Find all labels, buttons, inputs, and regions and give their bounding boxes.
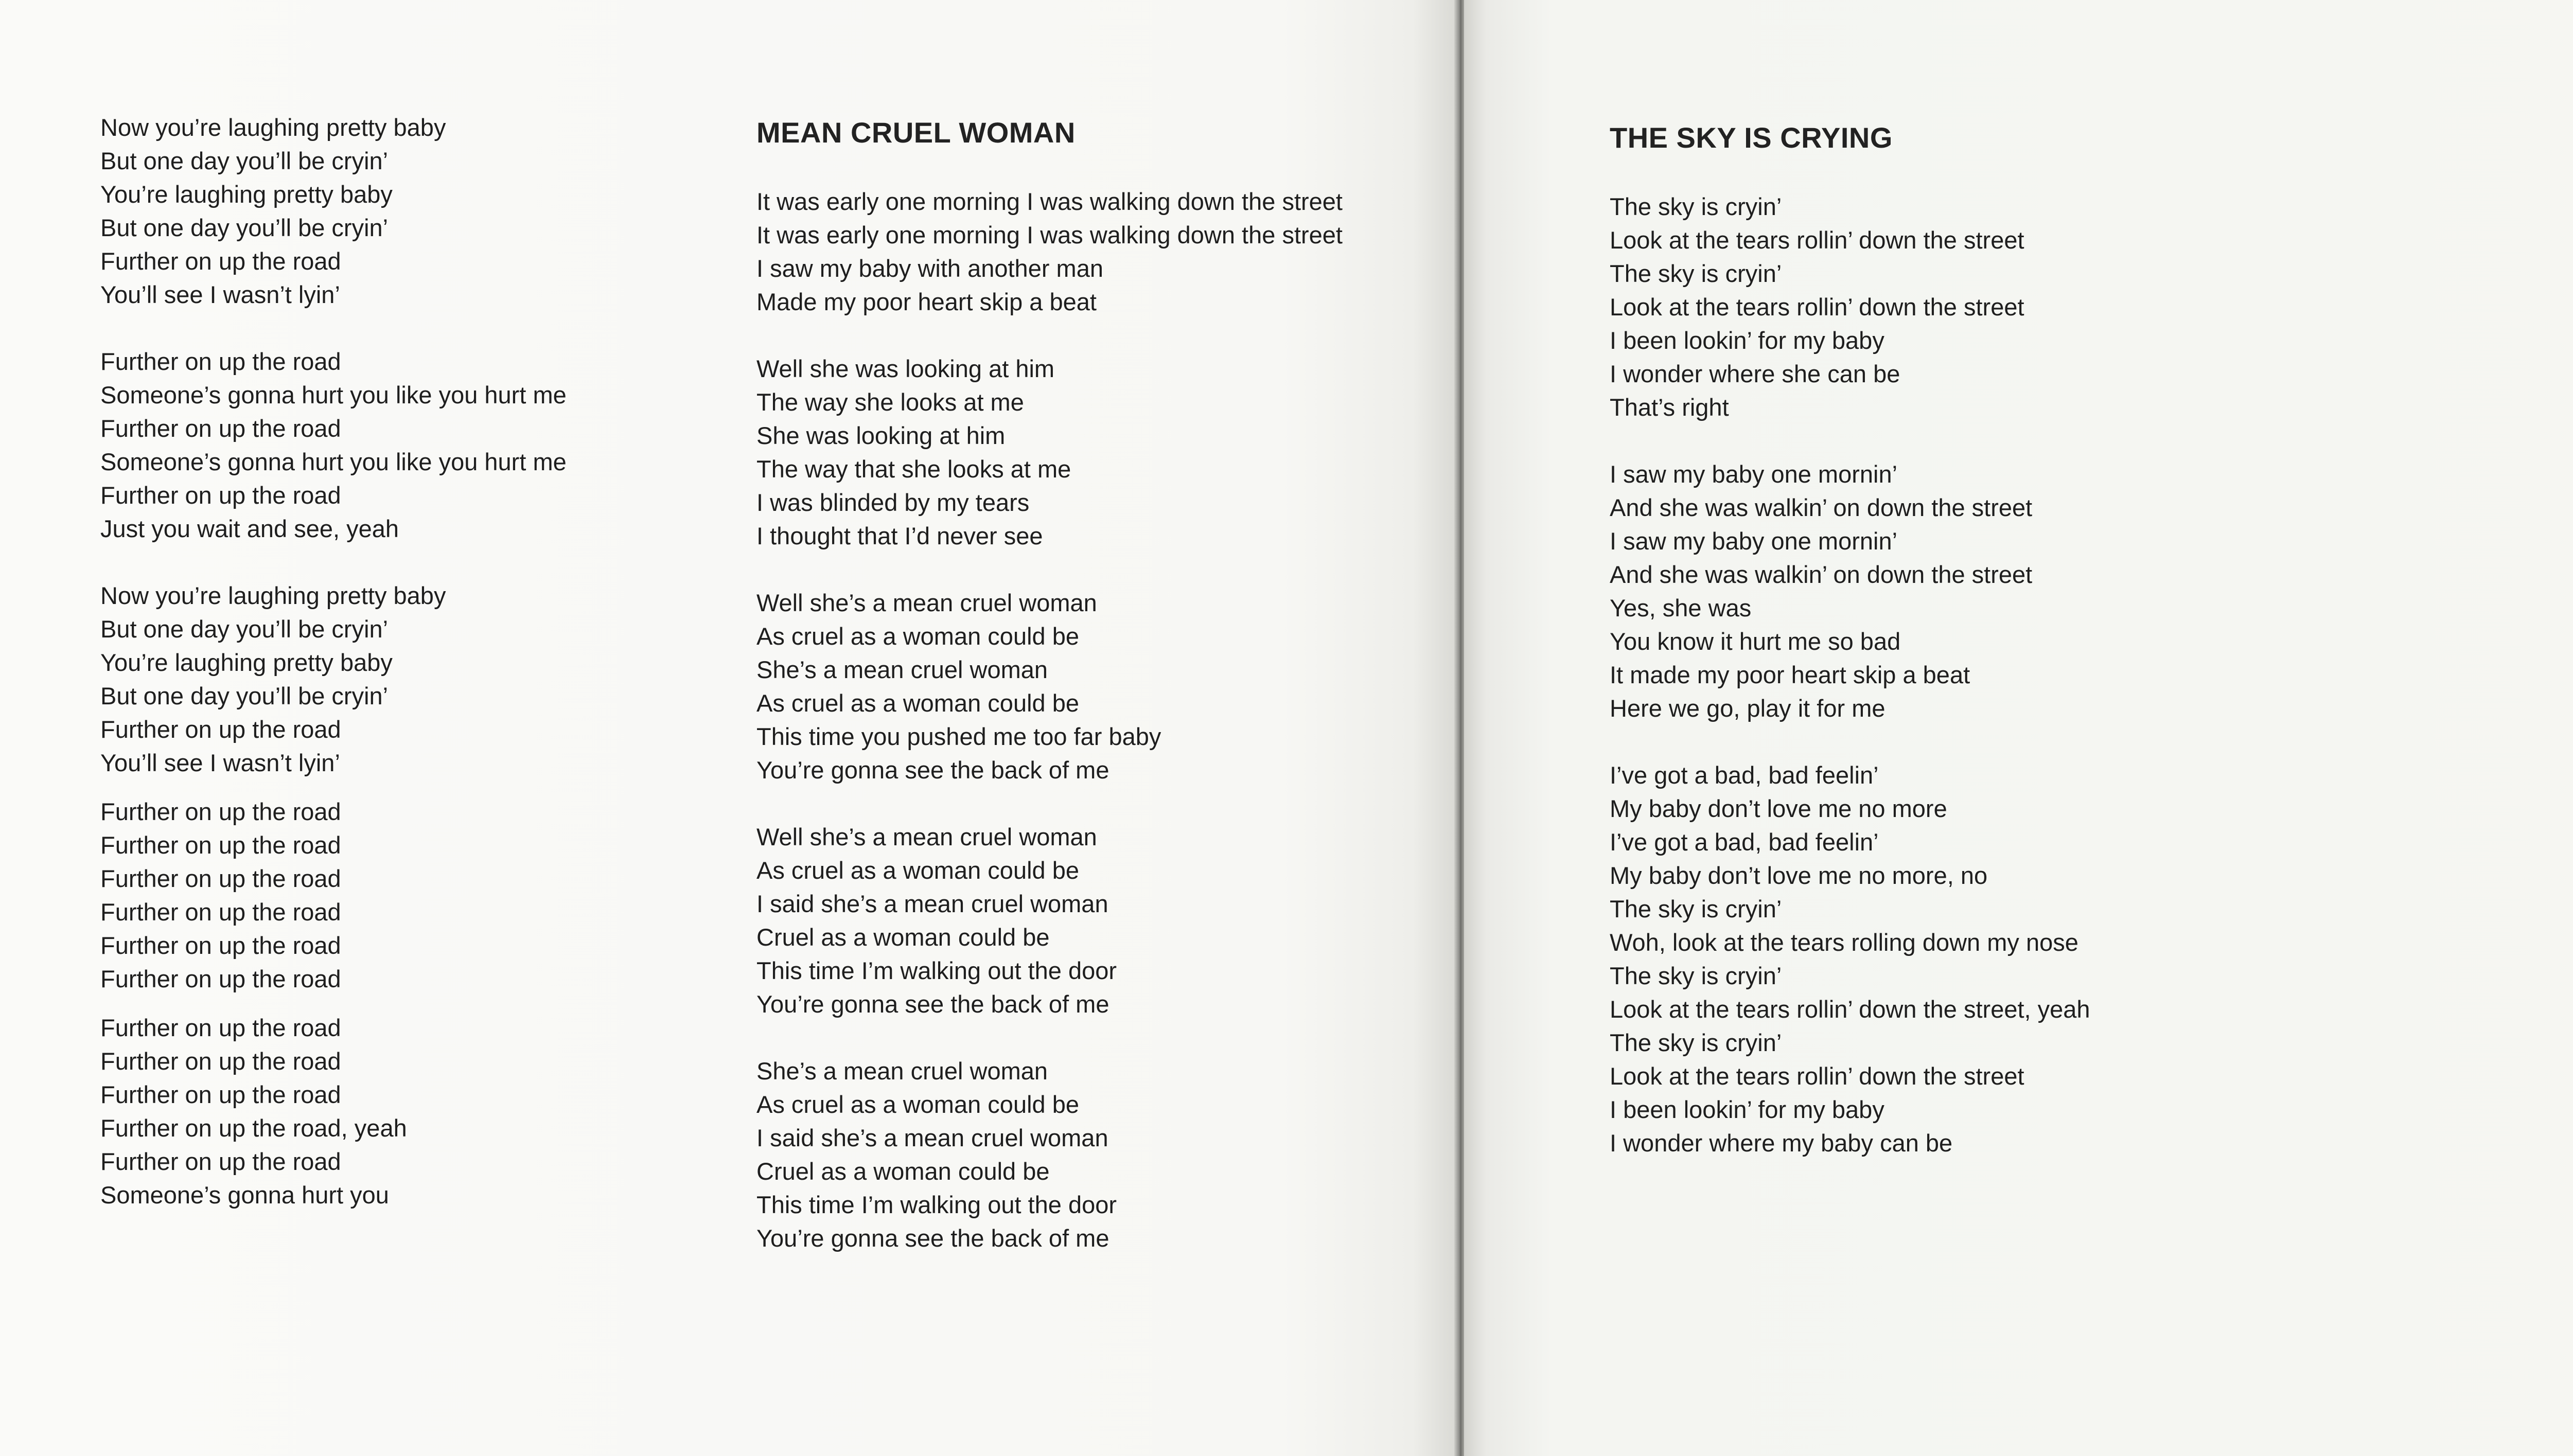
lyric-line: The sky is cryin’ bbox=[1610, 193, 1782, 220]
lyric-line: Look at the tears rollin’ down the street bbox=[1610, 293, 2024, 321]
lyric-line: Further on up the road bbox=[100, 965, 341, 992]
lyric-line: But one day you’ll be cryin’ bbox=[100, 615, 389, 643]
lyric-line: And she was walkin’ on down the street bbox=[1610, 561, 2033, 588]
lyric-line: It was early one morning I was walking down the street bbox=[756, 221, 1343, 248]
stanza bbox=[756, 1054, 1343, 1255]
lyric-line: You’re gonna see the back of me bbox=[756, 756, 1109, 784]
lyric-line: As cruel as a woman could be bbox=[756, 623, 1079, 650]
lyric-line: Further on up the road bbox=[100, 1014, 341, 1041]
lyric-line: Made my poor heart skip a beat bbox=[756, 288, 1097, 315]
lyric-line: Well she was looking at him bbox=[756, 355, 1055, 382]
lyric-line: You know it hurt me so bad bbox=[1610, 628, 1901, 655]
lyric-line: Someone’s gonna hurt you like you hurt me bbox=[100, 381, 567, 409]
lyric-line: The way that she looks at me bbox=[756, 455, 1071, 483]
lyric-line: This time I’m walking out the door bbox=[756, 957, 1117, 984]
lyric-line: Now you’re laughing pretty baby bbox=[100, 582, 446, 609]
lyric-line: The sky is cryin’ bbox=[1610, 1029, 1782, 1056]
lyric-line: Further on up the road bbox=[100, 415, 341, 442]
lyric-line: You’re gonna see the back of me bbox=[756, 990, 1109, 1018]
lyrics-column-the-sky-is-crying bbox=[1610, 119, 2090, 1193]
stanza bbox=[100, 345, 567, 545]
lyric-line: Further on up the road bbox=[100, 1047, 341, 1075]
lyric-line: You’ll see I wasn’t lyin’ bbox=[100, 281, 340, 308]
lyric-line: I saw my baby one mornin’ bbox=[1610, 527, 1898, 555]
lyric-line: That’s right bbox=[1610, 394, 1729, 421]
lyric-line: I saw my baby with another man bbox=[756, 255, 1103, 282]
lyric-line: I thought that I’d never see bbox=[756, 522, 1043, 549]
lyrics-column-further-on-up-the-road bbox=[100, 111, 567, 1245]
lyric-line: Further on up the road bbox=[100, 898, 341, 926]
song-title: MEAN CRUEL WOMAN bbox=[756, 116, 1076, 149]
lyric-line: I been lookin’ for my baby bbox=[1610, 327, 1884, 354]
lyric-line: The sky is cryin’ bbox=[1610, 260, 1782, 287]
stanza bbox=[100, 1011, 567, 1212]
lyric-line: But one day you’ll be cryin’ bbox=[100, 682, 389, 709]
lyric-line: Further on up the road bbox=[100, 247, 341, 275]
lyric-line: You’ll see I wasn’t lyin’ bbox=[100, 749, 340, 776]
lyric-line: The way she looks at me bbox=[756, 388, 1024, 416]
lyric-line: This time I’m walking out the door bbox=[756, 1191, 1117, 1218]
stanza bbox=[100, 111, 567, 311]
lyric-line: Look at the tears rollin’ down the street, yeah bbox=[1610, 996, 2090, 1023]
lyric-line: Just you wait and see, yeah bbox=[100, 515, 399, 542]
stanza bbox=[756, 586, 1343, 787]
lyric-line: Further on up the road bbox=[100, 348, 341, 375]
lyric-line: I said she’s a mean cruel woman bbox=[756, 890, 1108, 917]
lyric-line: It was early one morning I was walking down the street bbox=[756, 188, 1343, 215]
lyric-line: You’re laughing pretty baby bbox=[100, 649, 393, 676]
lyric-line: Further on up the road bbox=[100, 865, 341, 892]
lyric-line: Someone’s gonna hurt you bbox=[100, 1181, 389, 1209]
lyric-line: Look at the tears rollin’ down the street bbox=[1610, 226, 2024, 254]
lyric-line: Well she’s a mean cruel woman bbox=[756, 589, 1097, 616]
lyric-line: Here we go, play it for me bbox=[1610, 695, 1885, 722]
lyric-line: Cruel as a woman could be bbox=[756, 924, 1050, 951]
stanza bbox=[756, 820, 1343, 1021]
lyric-line: I said she’s a mean cruel woman bbox=[756, 1124, 1108, 1151]
lyric-line: She’s a mean cruel woman bbox=[756, 1057, 1048, 1085]
lyric-line: As cruel as a woman could be bbox=[756, 857, 1079, 884]
lyric-line: As cruel as a woman could be bbox=[756, 1091, 1079, 1118]
lyric-line: Further on up the road, yeah bbox=[100, 1114, 407, 1142]
lyric-line: Further on up the road bbox=[100, 1148, 341, 1175]
lyric-line: It made my poor heart skip a beat bbox=[1610, 661, 1970, 688]
lyric-line: I been lookin’ for my baby bbox=[1610, 1096, 1884, 1123]
lyric-line: Further on up the road bbox=[100, 932, 341, 959]
lyric-line: Well she’s a mean cruel woman bbox=[756, 823, 1097, 850]
lyric-line: I was blinded by my tears bbox=[756, 489, 1030, 516]
stanza bbox=[1610, 457, 2090, 725]
lyric-line: The sky is cryin’ bbox=[1610, 962, 1782, 989]
lyric-line: Further on up the road bbox=[100, 482, 341, 509]
lyric-line: Further on up the road bbox=[100, 716, 341, 743]
lyric-line: Further on up the road bbox=[100, 798, 341, 825]
lyric-line: I saw my baby one mornin’ bbox=[1610, 460, 1898, 488]
lyrics-column-mean-cruel-woman bbox=[756, 114, 1343, 1288]
lyric-line: Someone’s gonna hurt you like you hurt me bbox=[100, 448, 567, 475]
lyric-line: Now you’re laughing pretty baby bbox=[100, 114, 446, 141]
lyric-line: Further on up the road bbox=[100, 1081, 341, 1108]
lyric-line: I wonder where she can be bbox=[1610, 360, 1900, 387]
lyric-line: Further on up the road bbox=[100, 831, 341, 859]
lyric-line: Yes, she was bbox=[1610, 594, 1752, 622]
stanza bbox=[100, 795, 567, 996]
lyric-line: Woh, look at the tears rolling down my nose bbox=[1610, 929, 2078, 956]
lyric-line: My baby don’t love me no more bbox=[1610, 795, 1947, 822]
lyric-line: I’ve got a bad, bad feelin’ bbox=[1610, 761, 1879, 789]
lyric-line: But one day you’ll be cryin’ bbox=[100, 147, 389, 174]
lyric-line: You’re gonna see the back of me bbox=[756, 1224, 1109, 1252]
lyric-line: My baby don’t love me no more, no bbox=[1610, 862, 1988, 889]
lyric-line: She’s a mean cruel woman bbox=[756, 656, 1048, 683]
lyric-line: This time you pushed me too far baby bbox=[756, 723, 1161, 750]
lyric-line: But one day you’ll be cryin’ bbox=[100, 214, 389, 241]
lyric-line: Cruel as a woman could be bbox=[756, 1158, 1050, 1185]
lyric-line: As cruel as a woman could be bbox=[756, 689, 1079, 717]
lyric-line: And she was walkin’ on down the street bbox=[1610, 494, 2033, 521]
lyric-line: I’ve got a bad, bad feelin’ bbox=[1610, 828, 1879, 856]
stanza bbox=[1610, 758, 2090, 1160]
lyric-line: I wonder where my baby can be bbox=[1610, 1129, 1953, 1157]
stanza bbox=[100, 579, 567, 779]
song-title: THE SKY IS CRYING bbox=[1610, 121, 1893, 154]
stanza bbox=[1610, 190, 2090, 424]
stanza bbox=[756, 352, 1343, 553]
lyric-line: She was looking at him bbox=[756, 422, 1006, 449]
lyric-line: You’re laughing pretty baby bbox=[100, 181, 393, 208]
stanza bbox=[756, 185, 1343, 318]
lyric-line: The sky is cryin’ bbox=[1610, 895, 1782, 922]
lyric-line: Look at the tears rollin’ down the street bbox=[1610, 1062, 2024, 1090]
